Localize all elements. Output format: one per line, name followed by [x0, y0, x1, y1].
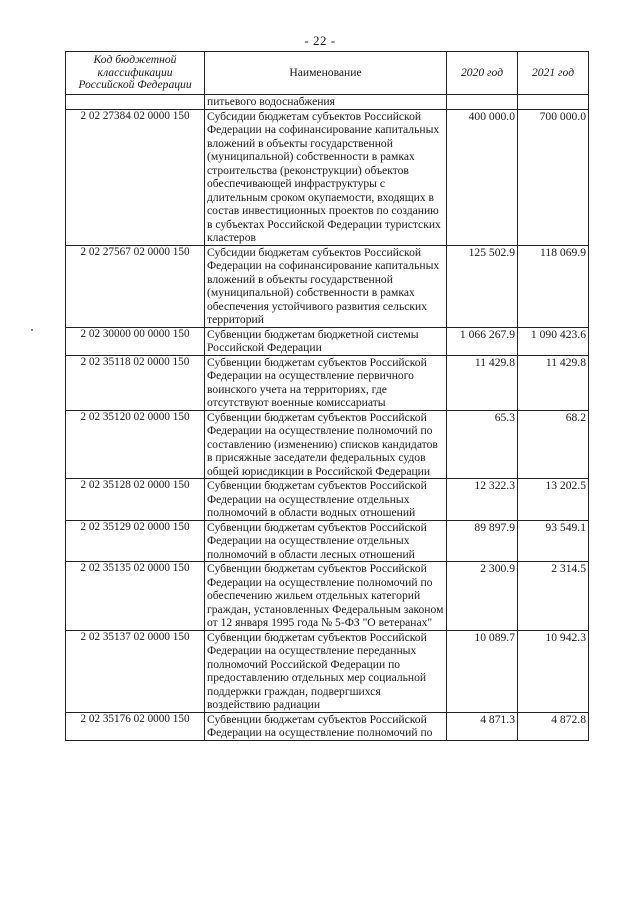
row-code: 2 02 35129 02 0000 150: [66, 520, 205, 562]
row-value-2021: 13 202.5: [518, 479, 589, 521]
row-value-2020: 65.3: [447, 410, 518, 479]
header-2021: 2021 год: [518, 52, 589, 95]
header-name: Наименование: [205, 52, 447, 95]
row-name: Субсидии бюджетам субъектов Российской Федерации на софинансирование капитальных вложений в объекты государственной (муниципальной) собственности в рамках строительства (реконструкции) объектов обеспечивающей инфраструктуры с длительным сроком окупаемости, входящих в состав инвестиционных проектов по созданию в субъектах Российской Федерации туристских кластеров: [205, 109, 447, 245]
row-name: Субсидии бюджетам субъектов Российской Федерации на софинансирование капитальных вложений в объекты государственной (муниципальной) собственности в рамках обеспечения устойчивого развития сельских территорий: [205, 245, 447, 327]
row-code: 2 02 27567 02 0000 150: [66, 245, 205, 327]
row-name: Субвенции бюджетам субъектов Российской Федерации на осуществление полномочий по: [205, 712, 447, 740]
row-code: 2 02 35120 02 0000 150: [66, 410, 205, 479]
row-code: 2 02 35137 02 0000 150: [66, 630, 205, 712]
table-row: [66, 410, 589, 479]
row-value-2020: 4 871.3: [447, 712, 518, 740]
row-value-2020: 89 897.9: [447, 520, 518, 562]
row-value-2020: 125 502.9: [447, 245, 518, 327]
row-name: Субвенции бюджетам субъектов Российской Федерации на осуществление полномочий по составлению (изменению) списков кандидатов в присяжные заседатели федеральных судов общей юрисдикции в Российской Федерации: [205, 410, 447, 479]
row-value-2021: 93 549.1: [518, 520, 589, 562]
row-value-2020: 1 066 267.9: [447, 327, 518, 355]
row-name: Субвенции бюджетам бюджетной системы Российской Федерации: [205, 327, 447, 355]
table-row: [66, 327, 589, 355]
row-value-2021: 11 429.8: [518, 355, 589, 410]
row-value-2021: [518, 95, 589, 110]
row-name: питьевого водоснабжения: [205, 95, 447, 110]
table-row: [66, 520, 589, 562]
row-value-2020: 12 322.3: [447, 479, 518, 521]
row-code: 2 02 30000 00 0000 150: [66, 327, 205, 355]
table-row: [66, 630, 589, 712]
row-code: 2 02 27384 02 0000 150: [66, 109, 205, 245]
scan-speck: [31, 329, 33, 331]
row-code: 2 02 35118 02 0000 150: [66, 355, 205, 410]
table-header-row: [66, 52, 589, 95]
row-code: 2 02 35176 02 0000 150: [66, 712, 205, 740]
table-row: [66, 479, 589, 521]
row-value-2021: 10 942.3: [518, 630, 589, 712]
row-code: 2 02 35135 02 0000 150: [66, 562, 205, 631]
row-code: 2 02 35128 02 0000 150: [66, 479, 205, 521]
row-name: Субвенции бюджетам субъектов Российской Федерации на осуществление полномочий по обеспечению жильем отдельных категорий граждан, установленных Федеральным законом от 12 января 1995 года № 5-ФЗ "О ветеранах": [205, 562, 447, 631]
row-name: Субвенции бюджетам субъектов Российской Федерации на осуществление первичного воинского учета на территориях, где отсутствуют военные комиссариаты: [205, 355, 447, 410]
row-value-2020: [447, 95, 518, 110]
table-row: [66, 355, 589, 410]
row-name: Субвенции бюджетам субъектов Российской Федерации на осуществление переданных полномочий Российской Федерации по предоставлению отдельных мер социальной поддержки граждан, подвергшихся воздействию радиации: [205, 630, 447, 712]
row-code: [66, 95, 205, 110]
row-name: Субвенции бюджетам субъектов Российской Федерации на осуществление отдельных полномочий в области водных отношений: [205, 479, 447, 521]
row-value-2020: 2 300.9: [447, 562, 518, 631]
table-row: [66, 109, 589, 245]
row-value-2021: 2 314.5: [518, 562, 589, 631]
row-value-2021: 68.2: [518, 410, 589, 479]
header-2020: 2020 год: [447, 52, 518, 95]
table-row: [66, 245, 589, 327]
table-row: [66, 562, 589, 631]
page-number: - 22 -: [304, 33, 336, 48]
budget-revenue-table: [65, 51, 589, 741]
row-value-2020: 10 089.7: [447, 630, 518, 712]
row-value-2020: 400 000.0: [447, 109, 518, 245]
table-row: [66, 712, 589, 740]
table-row: [66, 95, 589, 110]
row-value-2021: 700 000.0: [518, 109, 589, 245]
row-value-2021: 1 090 423.6: [518, 327, 589, 355]
row-value-2021: 118 069.9: [518, 245, 589, 327]
row-value-2021: 4 872.8: [518, 712, 589, 740]
row-name: Субвенции бюджетам субъектов Российской Федерации на осуществление отдельных полномочий в области лесных отношений: [205, 520, 447, 562]
row-value-2020: 11 429.8: [447, 355, 518, 410]
header-code: Код бюджетной классификации Российской Федерации: [66, 52, 205, 95]
